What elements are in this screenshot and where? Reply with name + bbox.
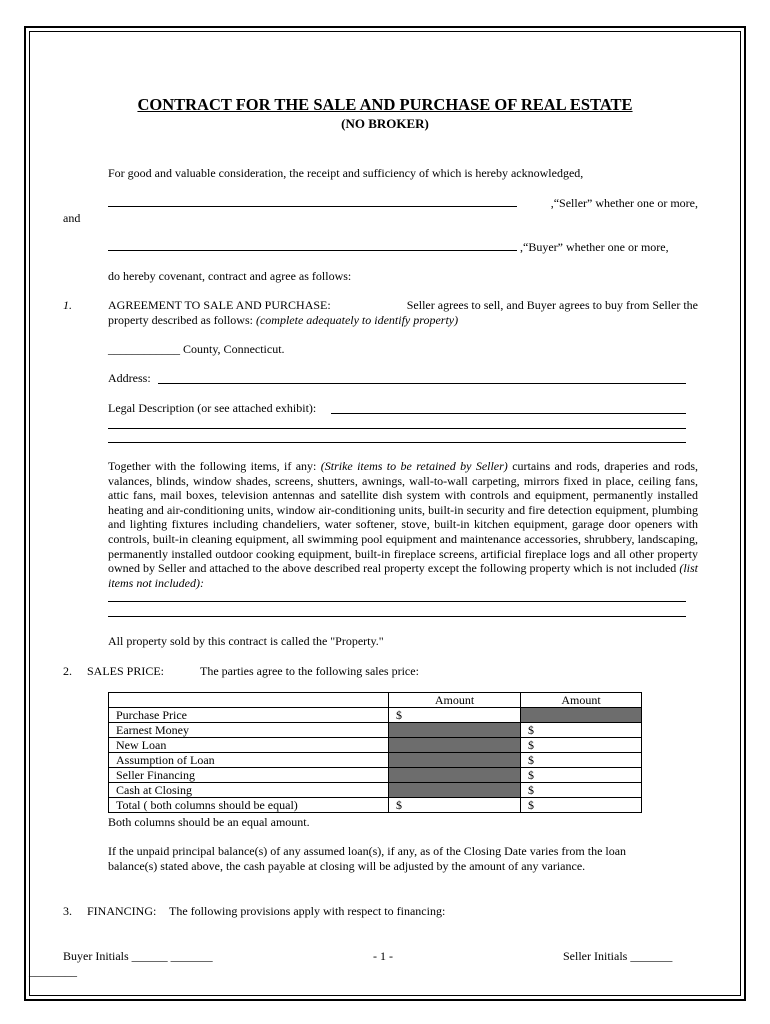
document-subtitle: (NO BROKER): [341, 116, 429, 131]
footer-trailing-line: ________: [29, 964, 77, 978]
shaded-cell: [389, 723, 521, 738]
items-text: curtains and rods, draperies and rods, valances, blinds, window shades, screens, shutters, awnings, wall-to-wall carpeting, mirrors fixed in place, ceiling fans, attic fans, mail boxes, television antennas and satellite dish system with controls and equipment, permanently installed heating and air-conditioning units, window air-conditioning units, built-in security and fire detection equipment, plumbing and lighting fixtures including chandeliers, water softener, stove, built-in kitchen equipment, garage door openers with controls, built-in cleaning equipment, all swimming pool equipment and maintenance accessories, shrubbery, landscaping, permanently installed outdoor cooking equipment, built-in fireplace screens, artificial fireplace logs and all other property owned by Seller and attached to the above described real property except the following property which is not included: [108, 459, 698, 576]
amount-cell[interactable]: $: [521, 723, 642, 738]
table-row: [109, 738, 642, 753]
buyer-initials[interactable]: Buyer Initials ______ _______: [63, 949, 213, 963]
table-row: [109, 723, 642, 738]
covenant-text: do hereby covenant, contract and agree as follows:: [108, 269, 352, 283]
row-label: Seller Financing: [109, 768, 389, 783]
section1-number: 1.: [63, 298, 72, 312]
amount-cell[interactable]: $: [521, 753, 642, 768]
shaded-cell: [389, 783, 521, 798]
shaded-cell: [521, 708, 642, 723]
row-label: Purchase Price: [109, 708, 389, 723]
seller-label: ,“Seller” whether one or more,: [550, 196, 698, 210]
section3-heading: FINANCING:: [87, 904, 157, 918]
row-label: Earnest Money: [109, 723, 389, 738]
section3-number: 3.: [63, 904, 72, 918]
items-end-italic: (list items not included):: [108, 561, 698, 590]
table-row: [109, 753, 642, 768]
shaded-cell: [389, 753, 521, 768]
row-label: Total ( both columns should be equal): [109, 798, 389, 813]
section2-number: 2.: [63, 664, 72, 678]
included-items-paragraph: [108, 459, 698, 590]
section1-text: Seller agrees to sell, and Buyer agrees to buy from Seller the: [406, 298, 698, 312]
sales-price-table: [108, 692, 642, 813]
row-label: Assumption of Loan: [109, 753, 389, 768]
items-italic: (Strike items to be retained by Seller): [320, 459, 508, 473]
county-field[interactable]: ____________ County, Connecticut.: [108, 342, 285, 356]
buyer-label: ,“Buyer” whether one or more,: [520, 240, 669, 254]
buyer-name-line[interactable]: [108, 250, 517, 251]
page-number: - 1 -: [373, 949, 393, 963]
section3-text: The following provisions apply with respect to financing:: [169, 904, 446, 918]
row-label: New Loan: [109, 738, 389, 753]
table-header-amount-1: Amount: [389, 693, 521, 708]
document-title: CONTRACT FOR THE SALE AND PURCHASE OF REAL ESTATE: [137, 95, 633, 114]
shaded-cell: [389, 738, 521, 753]
shaded-cell: [389, 768, 521, 783]
section1-text2-italic: (complete adequately to identify property): [255, 313, 459, 327]
section1-text2: property described as follows:: [108, 313, 253, 327]
legal-description-line-1[interactable]: [331, 413, 686, 414]
amount-cell[interactable]: $: [389, 798, 521, 813]
property-called-text: All property sold by this contract is called the "Property.": [108, 634, 384, 648]
amount-cell[interactable]: $: [521, 783, 642, 798]
amount-cell[interactable]: $: [521, 738, 642, 753]
table-header-row: [109, 693, 642, 708]
table-row: [109, 783, 642, 798]
and-text: and: [63, 211, 81, 225]
section2-heading: SALES PRICE:: [87, 664, 165, 678]
amount-cell[interactable]: $: [521, 768, 642, 783]
seller-initials[interactable]: Seller Initials _______: [563, 949, 673, 963]
table-header-blank: [109, 693, 389, 708]
table-row: [109, 768, 642, 783]
section1-text2-line: [108, 313, 458, 328]
row-label: Cash at Closing: [109, 783, 389, 798]
excluded-items-line-2[interactable]: [108, 616, 686, 617]
address-line[interactable]: [158, 383, 686, 384]
equal-amount-note: Both columns should be an equal amount.: [108, 815, 310, 829]
items-intro: Together with the following items, if any:: [108, 459, 317, 473]
table-row: [109, 708, 642, 723]
table-row: [109, 798, 642, 813]
amount-cell[interactable]: $: [389, 708, 521, 723]
excluded-items-line-1[interactable]: [108, 601, 686, 602]
table-header-amount-2: Amount: [521, 693, 642, 708]
legal-description-line-2[interactable]: [108, 428, 686, 429]
section2-text: The parties agree to the following sales price:: [200, 664, 419, 678]
address-label: Address:: [108, 371, 151, 385]
legal-description-line-3[interactable]: [108, 442, 686, 443]
variance-note: If the unpaid principal balance(s) of any assumed loan(s), if any, as of the Closing Date varies from the loan balance(s) stated above, the cash payable at closing will be adjusted by the amount of any variance.: [108, 844, 627, 873]
section1-heading: AGREEMENT TO SALE AND PURCHASE:: [108, 298, 331, 312]
legal-description-label: Legal Description (or see attached exhibit):: [108, 401, 317, 415]
consideration-text: For good and valuable consideration, the receipt and sufficiency of which is hereby acknowledged,: [108, 166, 584, 180]
amount-cell[interactable]: $: [521, 798, 642, 813]
seller-name-line[interactable]: [108, 206, 517, 207]
